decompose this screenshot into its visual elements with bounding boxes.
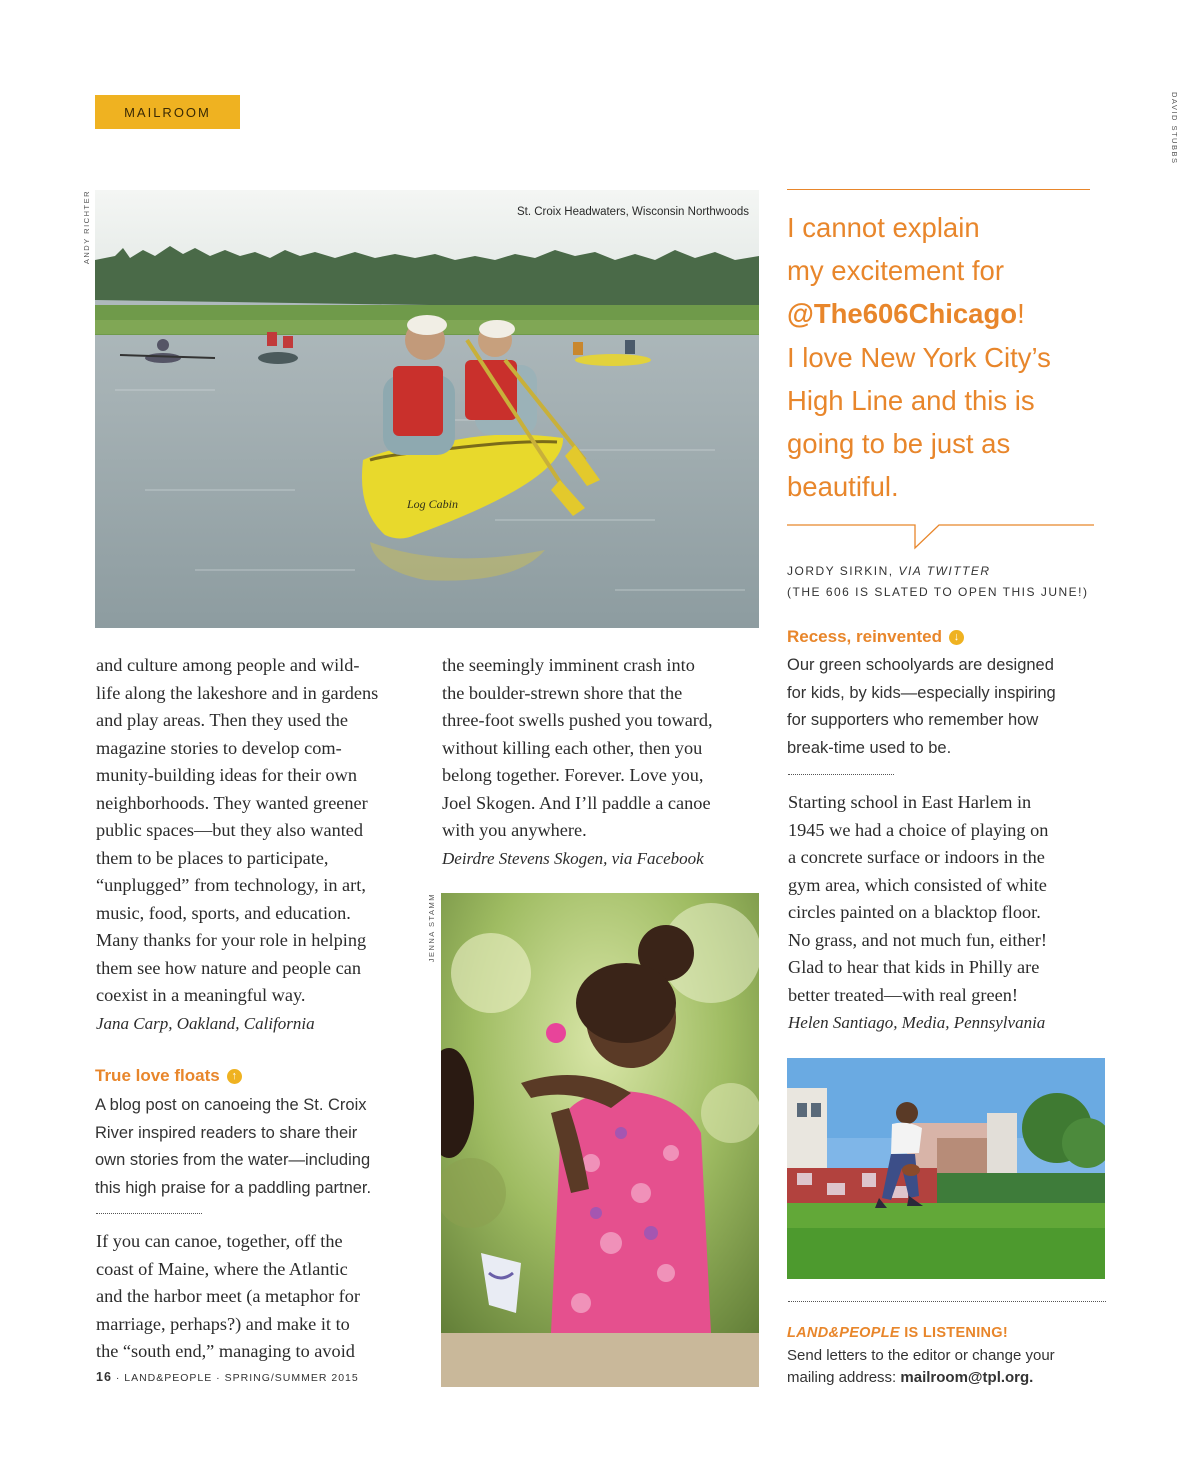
canoe-photo-illustration	[95, 190, 759, 628]
text-line: A blog post on canoeing the St. Croix	[95, 1096, 367, 1114]
text-line: and the harbor meet (a metaphor for	[96, 1286, 360, 1306]
quote-line: going to be just as	[787, 428, 1011, 460]
quote-handle-suffix: !	[1017, 298, 1025, 330]
canoe-label: Log Cabin	[407, 497, 459, 511]
text-line: River inspired readers to share their	[95, 1123, 358, 1142]
true-love-heading-text: True love floats	[95, 1066, 220, 1085]
text-line: “unplugged” from technology, in art,	[96, 875, 366, 895]
text-line: and play areas. Then they used the	[96, 710, 348, 730]
letter-body-col2	[442, 652, 762, 872]
true-love-letter	[96, 1228, 426, 1366]
text-line: neighborhoods. They wanted greener	[96, 792, 368, 813]
text-line: for kids, by kids—especially inspiring	[787, 683, 1056, 702]
twitter-handle: @The606Chicago	[787, 298, 1018, 330]
text-line: a concrete surface or indoors in the	[788, 847, 1045, 867]
quote-line: I cannot explain	[787, 212, 980, 243]
text-line: this high praise for a paddling partner.	[95, 1178, 372, 1197]
mailing-address-label: mailing address:	[787, 1369, 901, 1386]
photo-caption: St. Croix Headwaters, Wisconsin Northwoods	[517, 206, 749, 218]
girl-photo	[441, 893, 759, 1387]
recess-letter	[788, 789, 1108, 1037]
boy-football-photo	[787, 1058, 1105, 1279]
photo-credit-andy-richter: ANDY RICHTER	[82, 190, 91, 265]
text-line: music, food, sports, and education.	[96, 902, 351, 923]
listening-heading-text: IS LISTENING!	[899, 1325, 1008, 1341]
quote-handle-line	[787, 292, 1107, 335]
arrow-down-icon: ↓	[949, 630, 964, 645]
text-line: 1945 we had a choice of playing on	[788, 819, 1049, 840]
text-line: the boulder-strewn shore that the	[442, 682, 683, 703]
listening-text	[787, 1345, 1107, 1389]
text-line: for supporters who remember how	[787, 711, 1039, 729]
true-love-intro	[95, 1092, 425, 1202]
true-love-heading	[95, 1066, 242, 1086]
text-line: public spaces—but they also wanted	[96, 820, 364, 840]
letter-signature: Deirdre Stevens Skogen, via Facebook	[442, 848, 704, 868]
page-footer	[96, 1370, 359, 1384]
text-line: coast of Maine, where the Atlantic	[96, 1258, 348, 1279]
quote-line: High Line and this is	[787, 384, 1035, 416]
text-line: with you anywhere.	[442, 820, 587, 840]
quote-author: JORDY SIRKIN,	[787, 564, 899, 578]
text-line: three-foot swells pushed you toward,	[442, 710, 713, 730]
text-line: magazine stories to develop com-	[96, 737, 342, 758]
recess-intro	[787, 652, 1107, 762]
text-line: the seemingly imminent crash into	[442, 655, 695, 675]
text-line: No grass, and not much fun, either!	[788, 929, 1047, 950]
quote-line: beautiful.	[787, 471, 899, 503]
quote-line: my excitement for	[787, 255, 1005, 287]
text-line: Joel Skogen. And I’ll paddle a canoe	[442, 792, 711, 813]
text-line: gym area, which consisted of white	[788, 874, 1047, 895]
text-line: coexist in a meaningful way.	[96, 985, 306, 1005]
text-line: without killing each other, then you	[442, 737, 703, 758]
girl-photo-illustration	[441, 893, 759, 1387]
boy-photo-illustration	[787, 1058, 1105, 1279]
speech-bubble-tail-icon	[787, 518, 1094, 552]
quote-line: I love New York City’s	[787, 341, 1051, 373]
text-line: life along the lakeshore and in gardens	[96, 682, 379, 703]
dotted-divider	[788, 774, 894, 775]
text-line: better treated—with real green!	[788, 984, 1018, 1005]
text-line	[787, 1367, 1107, 1389]
text-line: If you can canoe, together, off the	[96, 1231, 343, 1251]
text-line: belong together. Forever. Love you,	[442, 765, 704, 785]
quote-top-rule	[787, 189, 1090, 190]
recess-heading	[787, 627, 964, 647]
dotted-divider	[96, 1213, 202, 1214]
canoe-photo	[95, 190, 759, 628]
quote-note: (THE 606 IS SLATED TO OPEN THIS JUNE!)	[787, 585, 1089, 599]
photo-credit-david-stubbs: DAVID STUBBS	[1170, 92, 1179, 165]
text-line: them to be places to participate,	[96, 847, 329, 868]
text-line: Send letters to the editor or change your	[787, 1347, 1055, 1364]
email-link[interactable]: mailroom@tpl.org.	[900, 1369, 1034, 1386]
text-line: circles painted on a blacktop floor.	[788, 902, 1041, 922]
text-line: Our green schoolyards are designed	[787, 656, 1054, 674]
letter-signature: Jana Carp, Oakland, California	[96, 1013, 315, 1033]
text-line: Starting school in East Harlem in	[788, 792, 1032, 812]
section-tag: MAILROOM	[95, 95, 240, 129]
text-line: munity-building ideas for their own	[96, 765, 357, 785]
text-line: them see how nature and people can	[96, 957, 361, 978]
quote-attribution	[787, 561, 1107, 603]
letter-signature: Helen Santiago, Media, Pennsylvania	[788, 1013, 1046, 1032]
quote-author-line	[787, 561, 1107, 582]
letter-body-col1	[96, 652, 426, 1037]
text-line: Many thanks for your role in helping	[96, 930, 367, 950]
magazine-name: LAND&PEOPLE	[787, 1325, 900, 1341]
pull-quote	[787, 206, 1107, 508]
dotted-divider	[788, 1301, 1106, 1302]
photo-credit-jenna-stamm: JENNA STAMM	[427, 893, 436, 963]
text-line: the “south end,” managing to avoid	[96, 1341, 355, 1361]
text-line: break-time used to be.	[787, 738, 952, 757]
page-number: 16	[96, 1370, 112, 1384]
arrow-up-icon: ↑	[227, 1069, 242, 1084]
text-line: marriage, perhaps?) and make it to	[96, 1313, 350, 1334]
recess-heading-text: Recess, reinvented	[787, 627, 942, 646]
text-line: Glad to hear that kids in Philly are	[788, 957, 1040, 977]
text-line: own stories from the water—including	[95, 1151, 371, 1169]
listening-heading	[787, 1325, 1008, 1341]
quote-source: VIA TWITTER	[898, 564, 991, 578]
footer-text: · LAND&PEOPLE · SPRING/SUMMER 2015	[111, 1372, 359, 1384]
text-line: and culture among people and wild-	[96, 655, 360, 675]
